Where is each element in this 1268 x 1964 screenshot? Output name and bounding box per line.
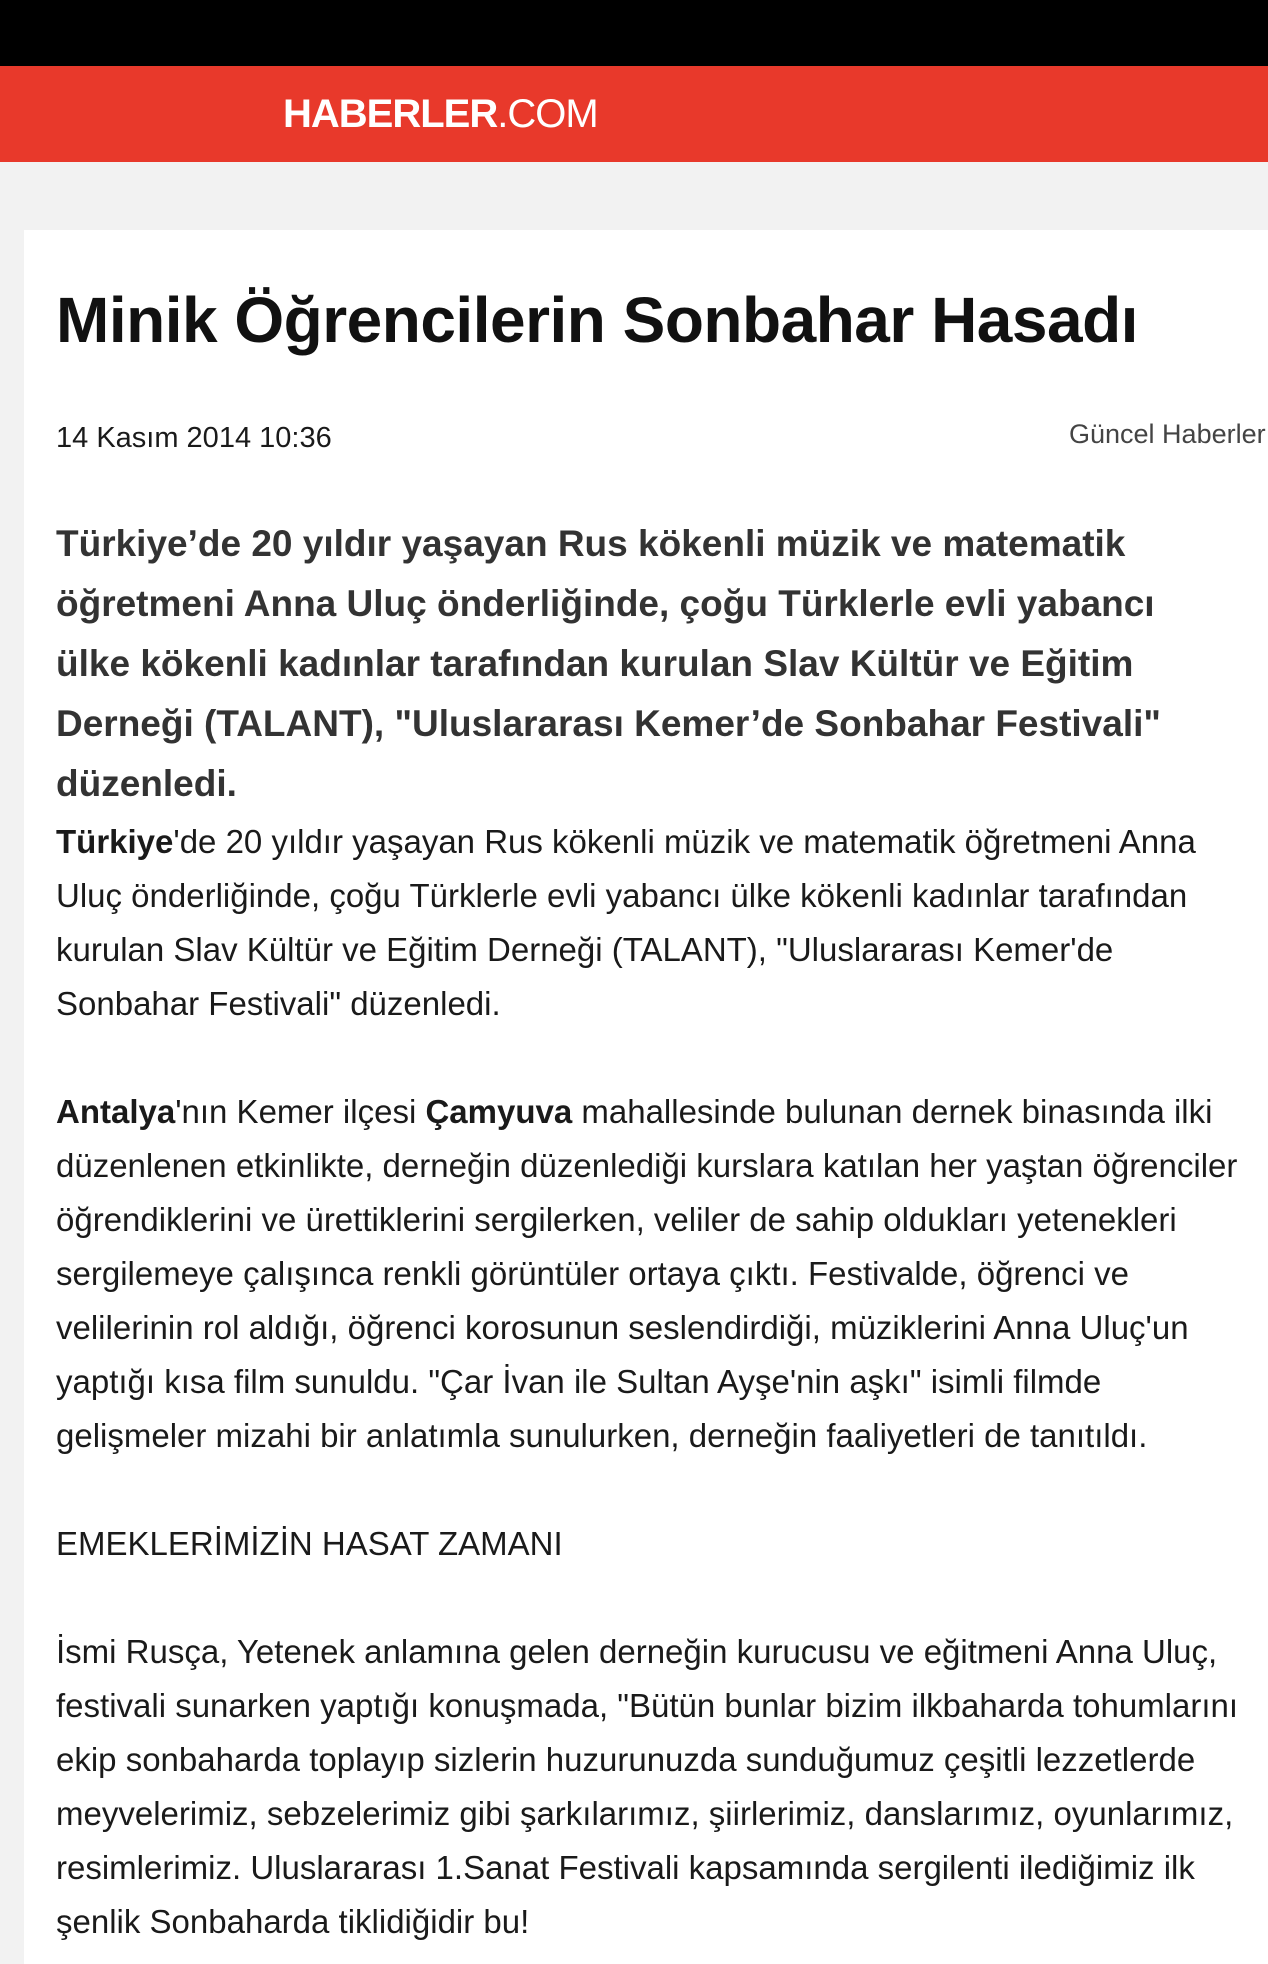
body-subheading: EMEKLERİMİZİN HASAT ZAMANI [56, 1525, 563, 1562]
article-card [24, 230, 1268, 1964]
article-title: Minik Öğrencilerin Sonbahar Hasadı [56, 284, 1138, 356]
logo-light: .COM [497, 92, 598, 136]
article-body [56, 815, 1256, 1964]
article-lead: Türkiye’de 20 yıldır yaşayan Rus kökenli müzik ve matematik öğretmeni Anna Uluç önderliğinde, çoğu Türklerle evli yabancı ülke kökenli kadınlar tarafından kurulan Slav Kültür ve Eğitim Derneği (TALANT), "Uluslararası Kemer’de Sonbahar Festivali" düzenledi. [56, 523, 1161, 804]
body-paragraph-3: İsmi Rusça, Yetenek anlamına gelen derneğin kurucusu ve eğitmeni Anna Uluç, festivali sunarken yaptığı konuşmada, "Bütün bunlar bizim ilkbaharda tohumlarını ekip sonbaharda toplayıp sizlerin huzurunuzda sunduğumuz çeşitli lezzetlerde meyvelerimiz, sebzelerimiz gibi şarkılarımız, şiirlerimiz, danslarımız, oyunlarımız, resimlerimiz. Uluslararası 1.Sanat Festivali kapsamında sergilenti ilediğimiz ilk şenlik Sonbaharda tiklidiğidir bu! [56, 1633, 1239, 1940]
bold-keyword: Çamyuva [425, 1093, 573, 1130]
site-logo[interactable] [283, 90, 598, 138]
logo-strong: HABERLER [283, 92, 498, 136]
paragraph-text: 'nın Kemer ilçesi [175, 1093, 426, 1130]
article-date: 14 Kasım 2014 10:36 [56, 422, 332, 454]
paragraph-text: mahallesinde bulunan dernek binasında ilki düzenlenen etkinlikte, derneğin düzenlediği kurslara katılan her yaştan öğrenciler öğrendiklerini ve ürettiklerini sergilerken, veliler de sahip oldukları yetenekleri sergilemeye çalışınca renkli görüntüler ortaya çıktı. Festivalde, öğrenci ve velilerinin rol aldığı, öğrenci korosunun seslendirdiği, müziklerini Anna Uluç'un yaptığı kısa film sunuldu. "Çar İvan ile Sultan Ayşe'nin aşkı" isimli filmde gelişmeler mizahi bir anlatımla sunulurken, derneğin faaliyetleri de tanıtıldı. [56, 1093, 1238, 1454]
status-bar [0, 0, 1268, 66]
body-paragraph-1 [56, 815, 1256, 1031]
article-category-link[interactable]: Güncel Haberler [1069, 419, 1266, 449]
site-header [0, 66, 1268, 162]
bold-keyword: Antalya [56, 1093, 176, 1130]
bold-keyword: Türkiye [56, 823, 174, 860]
paragraph-text: 'de 20 yıldır yaşayan Rus kökenli müzik ve matematik öğretmeni Anna Uluç önderliğinde, çoğu Türklerle evli yabancı ülke kökenli kadınlar tarafından kurulan Slav Kültür ve Eğitim Derneği (TALANT), "Uluslararası Kemer'de Sonbahar Festivali" düzenledi. [56, 823, 1196, 1022]
body-paragraph-2 [56, 1085, 1256, 1463]
